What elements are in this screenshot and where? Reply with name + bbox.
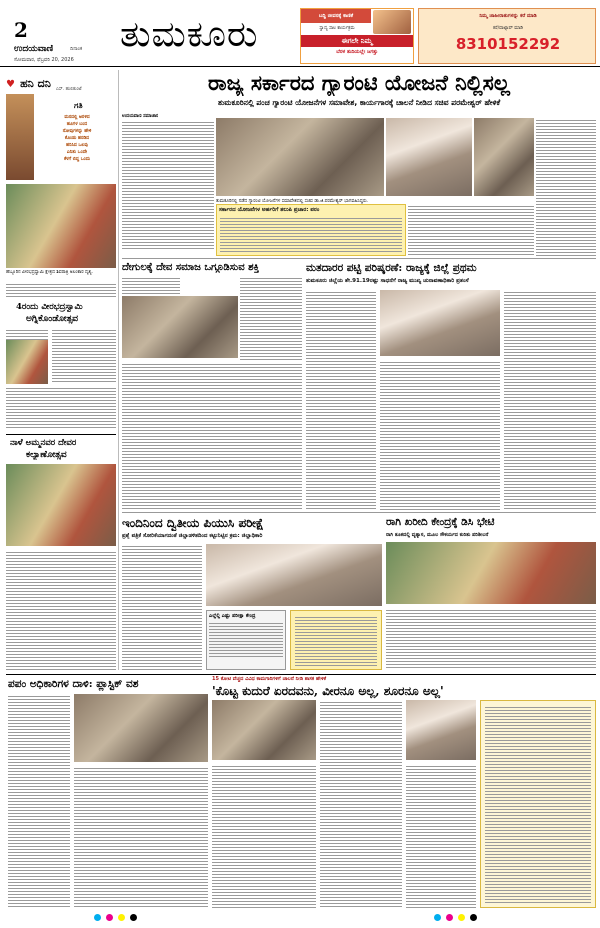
poem-line: ಎನಿತು ಒಂದೇ	[66, 150, 88, 155]
story1-title: 4ರಂದು ವೀರಭದ್ರಸ್ವಾಮಿ	[16, 302, 83, 312]
lead-body-left	[122, 120, 214, 250]
devotion-body-c	[122, 362, 302, 510]
column-name: ಹನಿ ದನಿ	[20, 77, 51, 88]
voters-body-a	[306, 290, 376, 510]
caption-body	[6, 282, 116, 298]
plastic-body-a	[8, 694, 70, 908]
poem	[38, 114, 116, 163]
plastic-body-b	[74, 766, 208, 908]
registration-mark	[106, 914, 113, 921]
heart-icon: ♥	[6, 79, 15, 88]
ad-line-4: ಬೆರಳ ತುದಿಯಲ್ಲೇ ಜಗತ್ತು	[336, 49, 378, 55]
bottom-body-b	[212, 764, 316, 908]
story2-title: ನಾಳೆ ಅಮ್ಮನವರ ದೇವರ	[10, 438, 77, 448]
ad-line-3: ಈಗಲೇ ನಿಮ್ಮ	[301, 35, 413, 47]
voters-headline: ಮತದಾರರ ಪಟ್ಟಿ ಪರಿಷ್ಕರಣೆ: ರಾಜ್ಯಕ್ಕೆ ಜಿಲ್ಲೆ ಪ್ರಥಮ	[306, 262, 477, 274]
poem-line: ಕೊಂಡು ಹರಡಿದ	[64, 136, 90, 141]
lead-photo-2	[386, 118, 472, 196]
ragi-subhead: ರಾಗಿ ತೂಕದಲ್ಲಿ ವ್ಯತ್ಯಾಸ, ಮೂಲ ಸೌಕರ್ಯದ ಕುರಿತು ಪರಿಶೀಲನೆ	[386, 532, 489, 538]
deity-photo	[6, 184, 116, 268]
exam-photo	[206, 544, 382, 606]
edition-tag: ದಿನಾಂಕ	[70, 46, 83, 52]
plastic-headline: ಪಪಂ ಅಧಿಕಾರಿಗಳ ದಾಳಿ: ಪ್ಲಾಸ್ಟಿಕ್ ವಶ	[8, 678, 139, 690]
bottom-photo-2	[406, 700, 476, 760]
bottom-kicker: 15 ಕೋಟಿ ವೆಚ್ಚದ ವಿವಿಧ ಕಾಮಗಾರಿಗಳಿಗೆ ಚಾಲನೆ ನೀಡಿ ಶಾಸಕ ಹೇಳಿಕೆ	[212, 676, 327, 682]
ragi-headline: ರಾಗಿ ಖರೀದಿ ಕೇಂದ್ರಕ್ಕೆ ಡಿಸಿ ಭೇಟಿ	[386, 516, 495, 528]
bottom-rule	[6, 674, 596, 675]
registration-mark	[130, 914, 137, 921]
left-column-rule	[118, 70, 119, 670]
devotion-photo	[122, 296, 238, 358]
paper-name: ಉದಯವಾಣಿ	[14, 44, 54, 54]
exam-rule	[122, 512, 596, 513]
masthead	[0, 0, 600, 66]
plastic-photo	[74, 694, 208, 762]
deity-photo-caption: ಹೆಬ್ಬೂರಿನ ವೀರಭದ್ರಸ್ವಾಮಿ ಕ್ಷೇತ್ರದ ಶಿವರಾತ್ರಿ ಅಲಂಕಾರ ದೃಶ್ಯ.	[6, 270, 93, 275]
registration-mark	[470, 914, 477, 921]
top-right-ad	[418, 8, 596, 64]
registration-mark	[434, 914, 441, 921]
ad-line-2: ಸ್ವಾದ್ಯ ಸಾಲ ಕಾರ್ಯಕ್ರಮ	[319, 26, 355, 31]
lead-subhead: ತುಮಕೂರಿನಲ್ಲಿ ಪಂಚ ಗ್ಯಾರಂಟಿ ಯೋಜನೆಗಳ ಸಮಾವೇಶ, ಕಾರ್ಯಗಾರಕ್ಕೆ ಚಾಲನೆ ನೀಡಿದ ಸಚಿವ ಪರಮೇಶ್ವರ್ ಹೇಳಿಕೆ	[217, 98, 501, 107]
left-column	[6, 70, 116, 670]
devotion-body-b	[240, 276, 302, 360]
exam-box-title: ಎಲ್ಲೆಲ್ಲಿ ಎಷ್ಟು ಪರೀಕ್ಷಾ ಕೇಂದ್ರ	[209, 613, 256, 619]
poem-title: ಗತಿ	[74, 100, 83, 110]
story2-body	[6, 550, 116, 670]
ad-person-image	[373, 10, 411, 34]
registration-mark	[94, 914, 101, 921]
registration-mark	[458, 914, 465, 921]
registration-mark	[446, 914, 453, 921]
bottom-info-body	[485, 705, 591, 903]
story2-subtitle: ಕಲ್ಯಾಣೋತ್ಸವ	[26, 450, 67, 460]
ad-right-line-1: ನಿಮ್ಮ ಜಾಹೀರಾತುಗಳನ್ನು ಕರೆ ಮಾಡಿ	[479, 13, 537, 19]
voters-subhead: ತುಮಕೂರು ಜಿಲ್ಲೆಯ ಶೇ.91.19ರಷ್ಟು ಸಾಧನೆಗೆ ರಾಜ್ಯ ಮುಖ್ಯ ಚುನಾವಣಾಧಿಕಾರಿ ಪ್ರಶಂಸೆ	[306, 278, 469, 284]
festival-photo	[6, 340, 48, 384]
bottom-headline: 'ಕೊಟ್ಟ ಕುದುರೆ ಏರದವನು, ವೀರನೂ ಅಲ್ಲ, ಶೂರನೂ ಅಲ್ಲ'	[212, 684, 444, 698]
devotion-headline: ದೇಗುಲಕ್ಕೆ ದೇವ ಸಮಾಜ ಒಗ್ಗೂಡಿಸುವ ಶಕ್ತಿ	[122, 262, 260, 273]
page-number: 2	[14, 18, 28, 42]
poem-line: ಹೂಗಳ ಬಂದ	[66, 122, 88, 127]
divider	[6, 434, 116, 435]
highlight-box-title: ಸರ್ಕಾರದ ಯೋಜನೆಗಳ ಅರ್ಹರಿಗೆ ತಲುಪಿ ಪ್ರಚಾರ: ಪರಂ	[219, 207, 320, 213]
ad-phone-label: ಕರೆ/ವಾಟ್ಸಾಪ್ ಮಾಡಿ	[492, 26, 524, 31]
bottom-photo-1	[212, 700, 316, 760]
bottom-body-a	[320, 700, 402, 908]
story1-body-c	[6, 386, 116, 430]
ragi-body	[386, 608, 596, 670]
top-left-ad	[300, 8, 414, 64]
bottom-info-box	[480, 700, 596, 908]
lead-photo-caption: ತುಮಕೂರಿನಲ್ಲಿ ನಡೆದ ಗ್ಯಾರಂಟಿ ಯೋಜನೆಗಳ ಸಮಾವೇಶದಲ್ಲಿ ಸಚಿವ ಡಾ.ಜಿ.ಪರಮೇಶ್ವರ್ ಭಾಗವಹಿಸಿದ್ದರು.	[216, 199, 369, 204]
ad-phone-number: 8310152292	[455, 35, 561, 53]
registration-mark	[118, 914, 125, 921]
poem-line: ನೋವುಗಳನ್ನು ಹೇಳಿ	[62, 129, 92, 134]
city-banner: ತುಮಕೂರು	[120, 14, 259, 55]
temple-photo	[6, 464, 116, 546]
highlight-box	[216, 204, 406, 256]
quote-box-body	[295, 615, 377, 667]
poem-line: ಕೆಳಗೆ ಬಿದ್ದ ಒಂದು	[63, 157, 91, 162]
bottom-body-c	[406, 764, 476, 908]
exam-headline: ಇಂದಿನಿಂದ ದ್ವಿತೀಯ ಪಿಯುಸಿ ಪರೀಕ್ಷೆ	[122, 516, 264, 530]
lead-body-middle	[408, 204, 534, 256]
poem-line: ಮನದಲ್ಲಿ ಅರಳಿದ	[64, 115, 90, 120]
lead-body-right	[536, 118, 596, 258]
masthead-rule	[0, 66, 600, 67]
story1-body-b	[52, 328, 116, 384]
highlight-box-body	[220, 216, 402, 252]
voters-body-c	[504, 290, 596, 510]
lead-headline: ರಾಜ್ಯ ಸರ್ಕಾರದ ಗ್ಯಾರಂಟಿ ಯೋಜನೆ ನಿಲ್ಲಿಸಲ್ಲ	[208, 70, 510, 95]
author-photo	[6, 94, 34, 180]
lead-byline: ಉದಯವಾಣಿ ಸಮಾಚಾರ	[122, 114, 159, 119]
lead-photo-3	[474, 118, 534, 196]
lead-photo-1	[216, 118, 384, 196]
voters-body-b	[380, 360, 500, 510]
exam-body-a	[122, 544, 202, 670]
story1-subtitle: ಅಗ್ನಿಕೊಂಡೋತ್ಸವ	[26, 314, 79, 324]
ad-line-1: ಬದ್ಧಿ ಜೀವನಕ್ಕೆ ಕಾಣಿಕೆ	[301, 9, 371, 23]
column-author: ಎಸ್. ಹುಲಿಕುಂಟೆ	[56, 87, 82, 92]
exam-box-body	[209, 621, 283, 659]
date-line: ಸೋಮವಾರ, ಫೆಬ್ರವರಿ 20, 2026	[14, 57, 74, 63]
lead-rule	[122, 258, 596, 259]
quote-box	[290, 610, 382, 670]
ragi-photo	[386, 542, 596, 604]
poem-line: ಹರಿಸಿದ ಒಲವು	[66, 143, 88, 148]
exam-info-box	[206, 610, 286, 670]
voters-photo	[380, 290, 500, 356]
exam-subhead: ಪ್ರಶ್ನೆ ಪತ್ರಿಕೆ ಸೋರಿಕೆಯಾಗದಂತೆ ಜಿಲ್ಲಾಡಳಿತದಿಂದ ಕಟ್ಟುನಿಟ್ಟಿನ ಕ್ರಮ: ಜಿಲ್ಲಾಧಿಕಾರಿ	[122, 533, 263, 539]
